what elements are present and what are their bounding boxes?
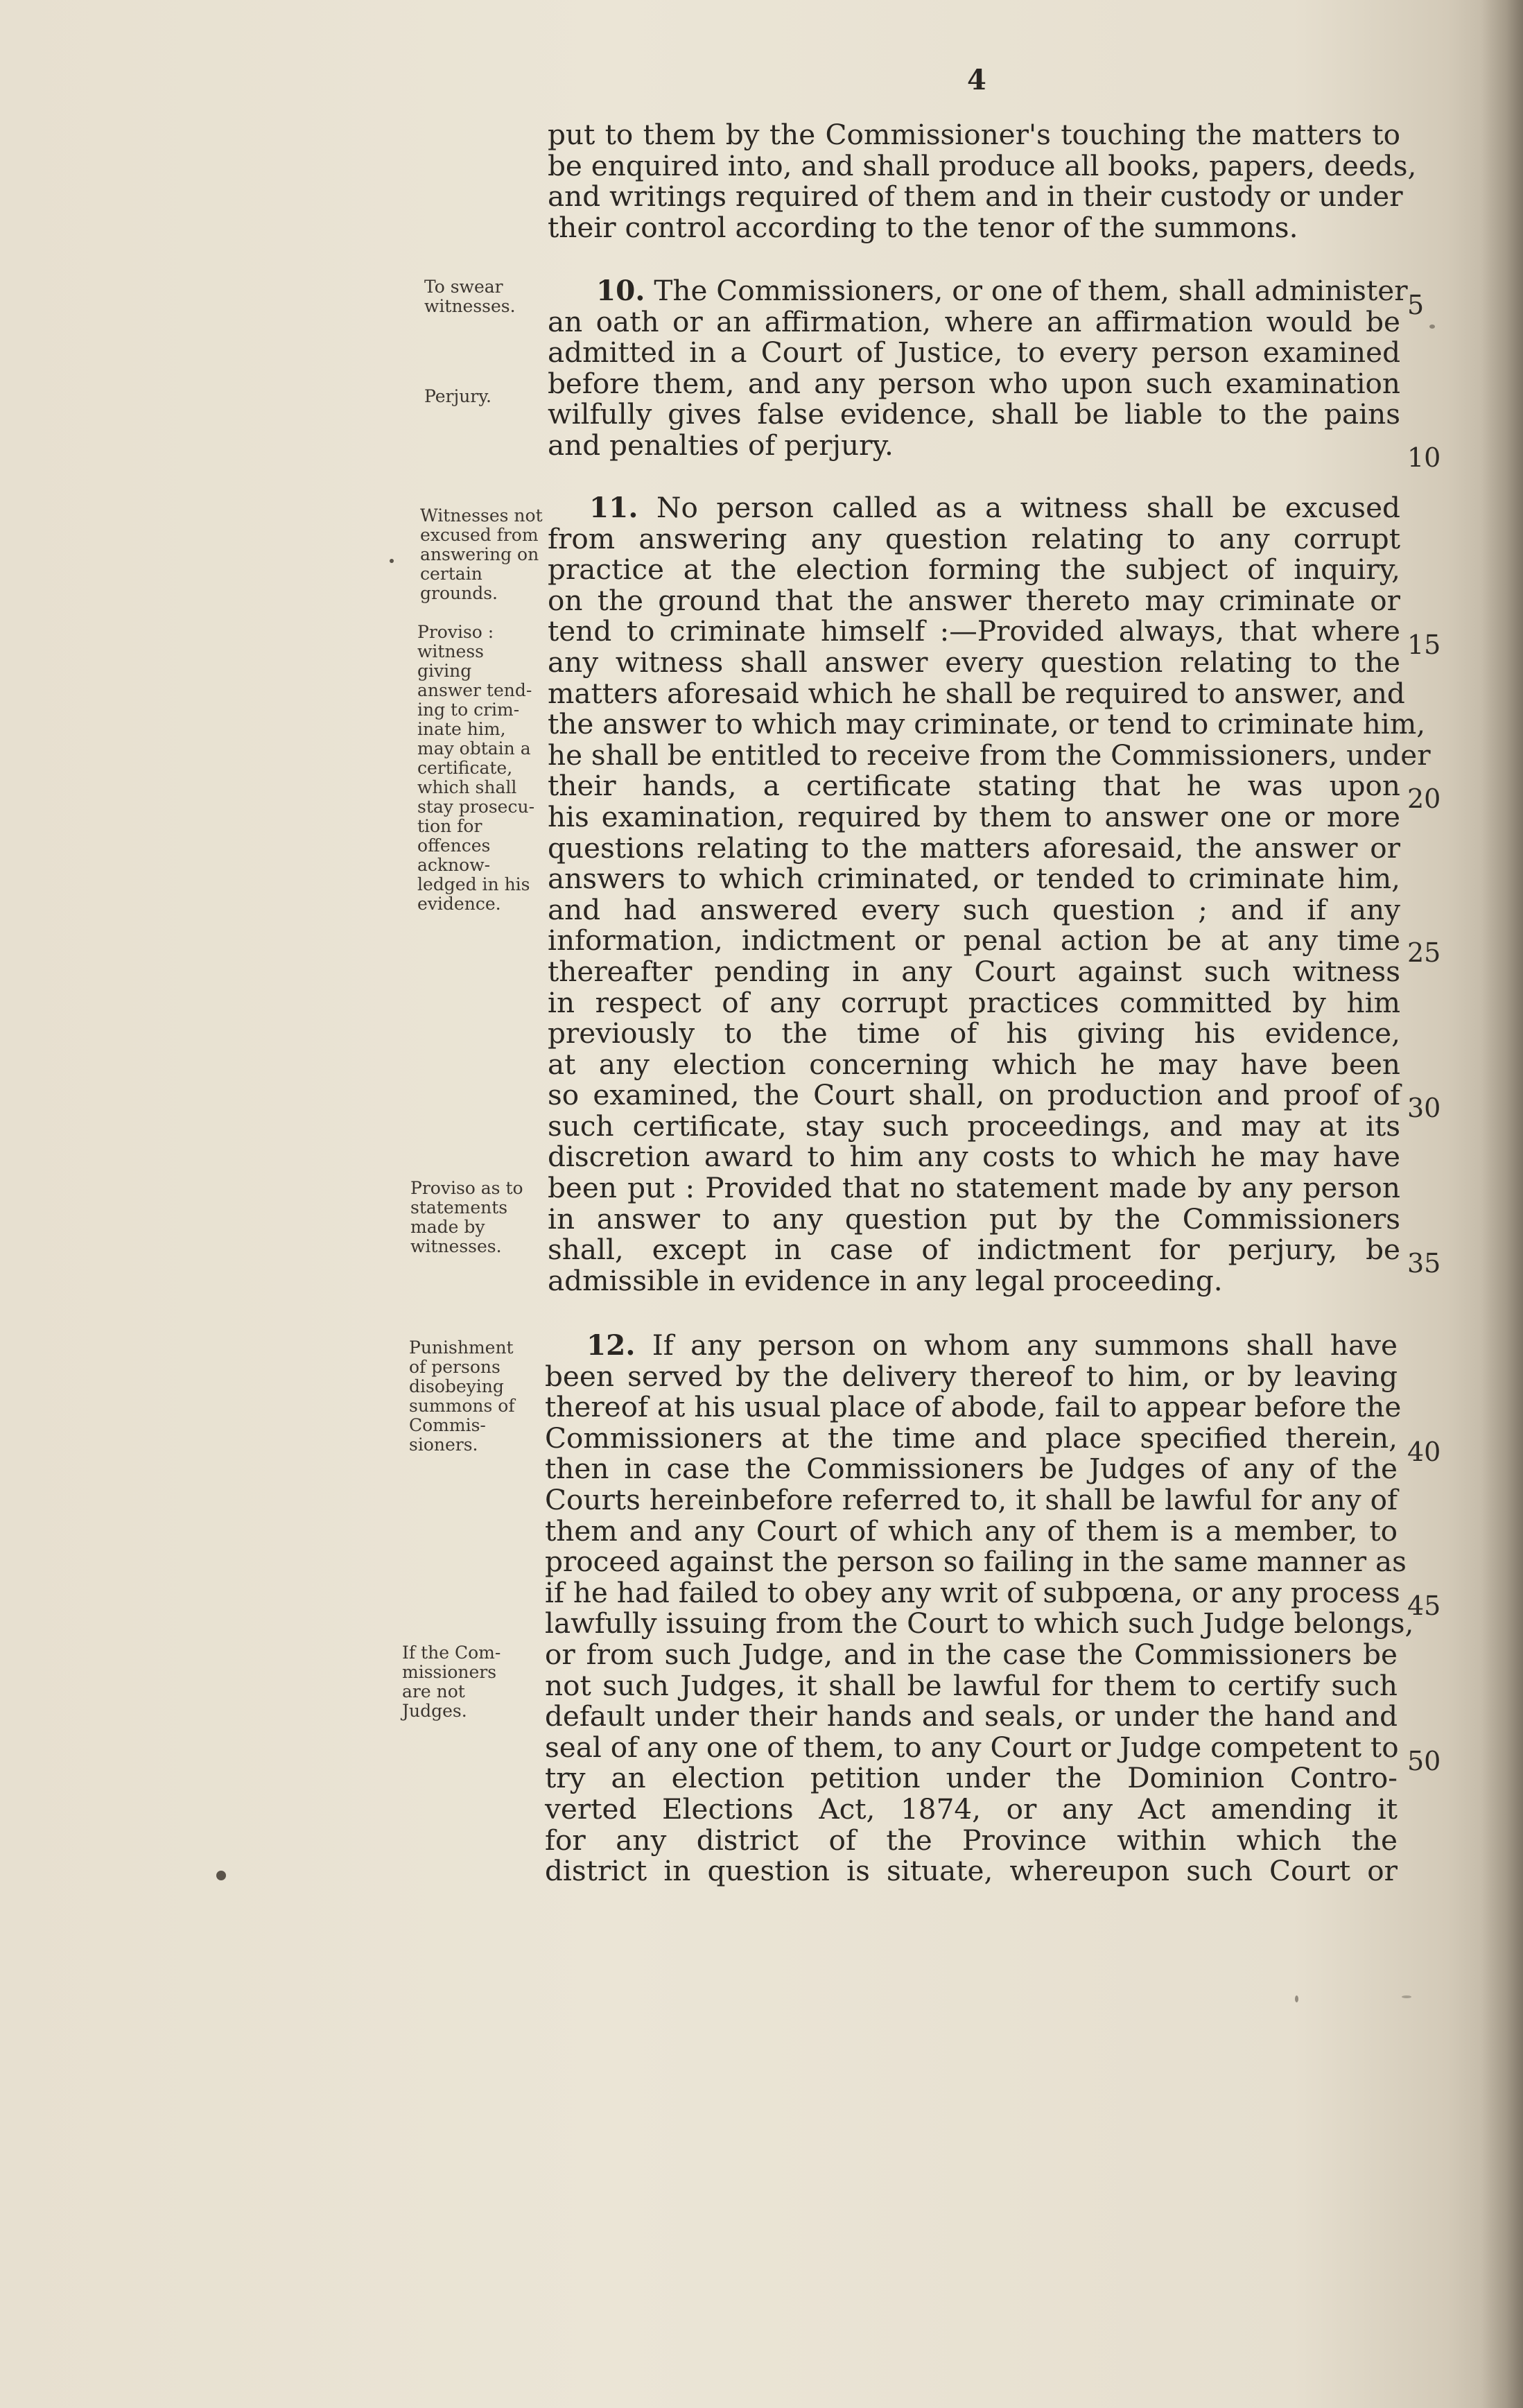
- line-number: 10: [1407, 442, 1441, 473]
- text-line: lawfully issuing from the Court to which such Judge belongs,: [545, 1606, 1414, 1640]
- margin-note-line: witnesses.: [410, 1236, 502, 1256]
- text-line: if he had failed to obey any writ of subpœna, or any process: [545, 1575, 1400, 1609]
- text-line: in answer to any question put by the Commissioners: [548, 1202, 1400, 1236]
- section-number: 11.: [589, 491, 638, 524]
- text-line: any witness shall answer every question relating to the: [548, 645, 1400, 679]
- text-line: them and any Court of which any of them is a member, to: [545, 1514, 1398, 1548]
- text-line: for any district of the Province within which the: [545, 1823, 1398, 1857]
- text-line: tend to criminate himself :—Provided always, that where: [548, 614, 1400, 648]
- margin-note-line: certificate,: [417, 758, 513, 778]
- ink-speck: [216, 1871, 226, 1880]
- margin-note-to-swear-witnesses: [424, 277, 516, 316]
- margin-note-line: giving: [417, 661, 472, 681]
- margin-note-line: Commis-: [409, 1415, 486, 1435]
- text-line: thereof at his usual place of abode, fail to appear before the: [545, 1390, 1402, 1424]
- text-line: shall, except in case of indictment for perjury, be: [548, 1233, 1400, 1267]
- margin-note-line: Judges.: [402, 1701, 467, 1721]
- text-line: their hands, a certificate stating that he was upon: [548, 769, 1400, 803]
- text-line: [548, 492, 1400, 523]
- text-line: so examined, the Court shall, on production and proof of: [548, 1078, 1400, 1112]
- line-number: 5: [1407, 290, 1425, 320]
- text-line: the answer to which may criminate, or tend to criminate him,: [548, 707, 1426, 741]
- text-line: admissible in evidence in any legal proceeding.: [548, 1263, 1223, 1297]
- text-line: proceed against the person so failing in the same manner as: [545, 1545, 1407, 1579]
- margin-note-line: grounds.: [420, 583, 498, 603]
- text-line: been put : Provided that no statement made by any person: [548, 1171, 1400, 1205]
- margin-note-punishment: [409, 1338, 515, 1455]
- ink-speck: [1429, 324, 1435, 329]
- margin-note-line: excused from: [420, 525, 539, 545]
- margin-note-line: which shall: [417, 777, 517, 797]
- margin-note-line: Proviso :: [417, 622, 494, 642]
- margin-note-line: Proviso as to: [410, 1178, 523, 1198]
- text-line: try an election petition under the Dominion Contro-: [545, 1761, 1398, 1795]
- margin-note-line: witness: [417, 641, 484, 661]
- ink-speck: [390, 559, 394, 563]
- text-line: [548, 274, 1408, 307]
- margin-note-line: certain: [420, 564, 482, 584]
- text-line: Courts hereinbefore referred to, it shall be lawful for any of: [545, 1482, 1398, 1516]
- text-line: seal of any one of them, to any Court or Judge competent to: [545, 1730, 1399, 1764]
- text-line: answers to which criminated, or tended to criminate him,: [548, 862, 1400, 896]
- line-number: 40: [1407, 1437, 1441, 1467]
- text-line: and writings required of them and in their custody or under: [548, 180, 1403, 214]
- text-line: not such Judges, it shall be lawful for them to certify such: [545, 1668, 1398, 1702]
- margin-note-proviso-statements: [410, 1179, 523, 1256]
- line-number: 30: [1407, 1093, 1441, 1123]
- margin-note-line: Perjury.: [424, 386, 491, 406]
- line-number: 20: [1407, 783, 1441, 814]
- margin-note-line: missioners: [402, 1662, 497, 1682]
- ink-speck: [1402, 1995, 1411, 1998]
- text-line: an oath or an affirmation, where an affirmation would be: [548, 304, 1400, 338]
- text-span: The Commissioners, or one of them, shall administer: [654, 274, 1408, 307]
- text-line: information, indictment or penal action be at any time: [548, 924, 1400, 958]
- text-line: and had answered every such question ; and if any: [548, 892, 1400, 926]
- margin-note-line: statements: [410, 1197, 508, 1218]
- margin-note-line: answer tend-: [417, 680, 532, 700]
- line-number: 45: [1407, 1591, 1441, 1621]
- margin-note-line: Punishment: [409, 1337, 514, 1358]
- text-line: before them, and any person who upon such examination: [548, 366, 1400, 400]
- text-line: practice at the election forming the subject of inquiry,: [548, 553, 1400, 587]
- margin-note-line: ledged in his: [417, 874, 530, 894]
- margin-note-proviso-certificate: [417, 623, 534, 914]
- line-number: 50: [1407, 1746, 1441, 1776]
- margin-note-line: offences: [417, 835, 491, 856]
- text-line: verted Elections Act, 1874, or any Act amending it: [545, 1792, 1398, 1826]
- margin-note-line: stay prosecu-: [417, 797, 535, 817]
- text-line: their control according to the tenor of the summons.: [548, 210, 1298, 244]
- text-line: wilfully gives false evidence, shall be liable to the pains: [548, 397, 1400, 431]
- margin-note-line: inate him,: [417, 719, 506, 739]
- margin-note-line: tion for: [417, 816, 482, 836]
- text-line: on the ground that the answer thereto may criminate or: [548, 583, 1400, 617]
- margin-note-line: made by: [410, 1217, 485, 1237]
- margin-note-line: are not: [402, 1681, 465, 1701]
- page-edge-shadow: [1481, 0, 1523, 2408]
- page-number: 4: [967, 64, 986, 96]
- text-span: No person called as a witness shall be excused: [656, 491, 1400, 524]
- margin-note-line: answering on: [420, 544, 539, 564]
- margin-note-perjury: [424, 387, 491, 406]
- text-line: default under their hands and seals, or under the hand and: [545, 1699, 1398, 1733]
- text-line: such certificate, stay such proceedings, and may at its: [548, 1109, 1400, 1143]
- text-line: thereafter pending in any Court against such witness: [548, 954, 1400, 988]
- margin-note-line: evidence.: [417, 894, 501, 914]
- text-line: put to them by the Commissioner's touching the matters to: [548, 118, 1400, 151]
- margin-note-line: To swear: [424, 277, 503, 297]
- text-line: he shall be entitled to receive from the Commissioners, under: [548, 738, 1431, 772]
- text-line: be enquired into, and shall produce all books, papers, deeds,: [548, 148, 1417, 182]
- margin-note-line: sioners.: [409, 1435, 478, 1455]
- text-line: and penalties of perjury.: [548, 428, 894, 462]
- text-line: district in question is situate, whereupon such Court or: [545, 1854, 1398, 1888]
- text-line: from answering any question relating to any corrupt: [548, 521, 1400, 555]
- line-number: 15: [1407, 630, 1441, 660]
- text-line: matters aforesaid which he shall be required to answer, and: [548, 676, 1405, 710]
- text-line: his examination, required by them to answer one or more: [548, 799, 1400, 833]
- section-number: 12.: [586, 1328, 636, 1362]
- section-number: 10.: [596, 274, 645, 307]
- text-line: at any election concerning which he may have been: [548, 1047, 1400, 1081]
- line-number: 35: [1407, 1248, 1441, 1279]
- section-10: [548, 274, 1408, 462]
- margin-note-line: witnesses.: [424, 296, 516, 316]
- margin-note-line: may obtain a: [417, 738, 531, 759]
- text-line: or from such Judge, and in the case the Commissioners be: [545, 1637, 1398, 1671]
- text-line: been served by the delivery thereof to him, or by leaving: [545, 1359, 1398, 1393]
- margin-note-witnesses-not-excused: [420, 506, 543, 603]
- text-line: discretion award to him any costs to which he may have: [548, 1140, 1400, 1174]
- margin-note-if-not-judges: [402, 1643, 501, 1721]
- text-line: questions relating to the matters aforesaid, the answer or: [548, 831, 1400, 865]
- ink-speck: [1295, 1995, 1298, 2002]
- margin-note-line: summons of: [409, 1396, 515, 1416]
- text-line: then in case the Commissioners be Judges of any of the: [545, 1452, 1398, 1486]
- margin-note-line: of persons: [409, 1357, 501, 1377]
- text-line: admitted in a Court of Justice, to every person examined: [548, 336, 1400, 370]
- margin-note-line: acknow-: [417, 855, 491, 875]
- margin-note-line: If the Com-: [402, 1643, 501, 1663]
- margin-note-line: disobeying: [409, 1376, 504, 1396]
- text-span: If any person on whom any summons shall have: [652, 1328, 1398, 1362]
- paragraph-continuation: [548, 118, 1417, 244]
- section-12: [545, 1328, 1414, 1888]
- text-line: previously to the time of his giving his evidence,: [548, 1016, 1400, 1050]
- margin-note-line: Witnesses not: [420, 505, 543, 526]
- text-line: [545, 1330, 1398, 1361]
- line-number: 25: [1407, 937, 1441, 968]
- text-line: in respect of any corrupt practices committed by him: [548, 985, 1400, 1019]
- margin-note-line: ing to crim-: [417, 700, 520, 720]
- text-line: Commissioners at the time and place specified therein,: [545, 1421, 1398, 1455]
